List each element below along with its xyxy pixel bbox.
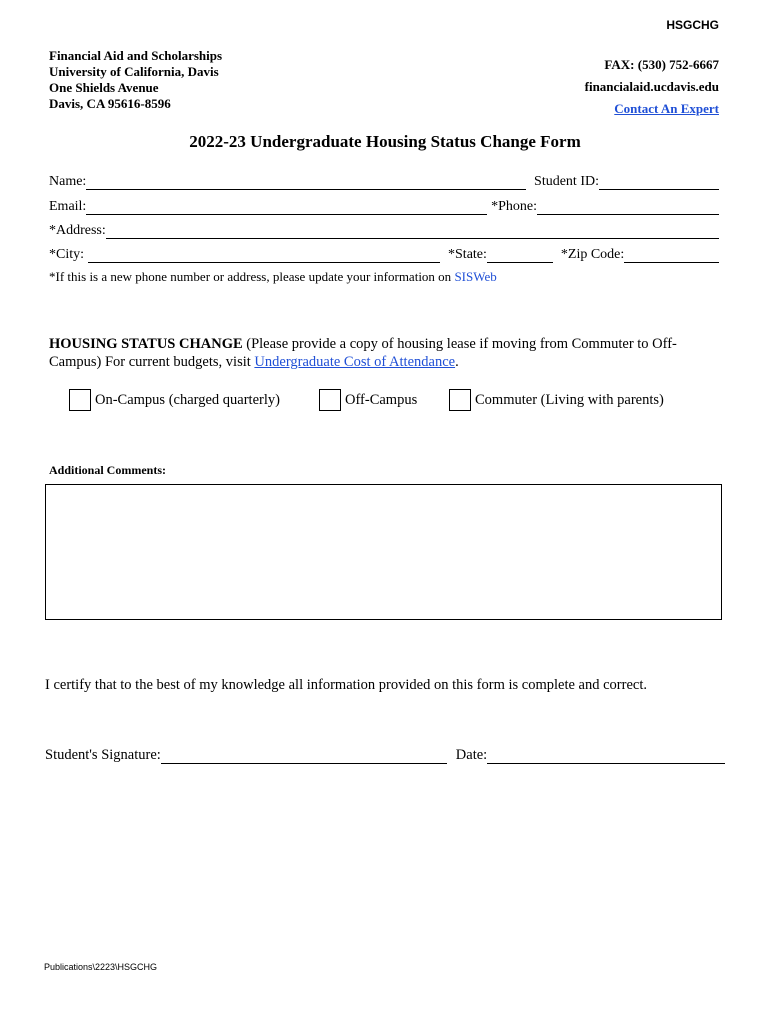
date-field[interactable] [487, 748, 725, 764]
contact-expert-link[interactable]: Contact An Expert [614, 101, 719, 116]
fax-number: FAX: (530) 752-6667 [604, 57, 719, 72]
address-label: *Address: [49, 223, 106, 238]
website: financialaid.ucdavis.edu [584, 79, 719, 94]
option-off-campus[interactable] [319, 389, 417, 411]
state-label: *State: [448, 247, 487, 262]
email-field[interactable] [86, 199, 487, 215]
student-id-field[interactable] [599, 174, 719, 190]
signature-field[interactable] [161, 748, 447, 764]
footer-path: Publications\2223\HSGCHG [44, 962, 158, 972]
comments-label: Additional Comments: [49, 463, 167, 477]
cost-of-attendance-link[interactable]: Undergraduate Cost of Attendance [254, 354, 456, 370]
zip-field[interactable] [624, 247, 719, 263]
email-label: Email: [49, 199, 87, 214]
form-code: HSGCHG [666, 18, 719, 32]
option-label: Commuter (Living with parents) [475, 391, 664, 408]
city-row [49, 247, 719, 263]
commuter-checkbox[interactable] [449, 389, 471, 411]
phone-field[interactable] [537, 199, 719, 215]
comments-box[interactable] [45, 484, 722, 620]
update-note [49, 269, 497, 285]
state-field[interactable] [487, 247, 553, 263]
option-label: On-Campus (charged quarterly) [95, 391, 280, 408]
option-label: Off-Campus [345, 391, 418, 408]
name-row [49, 174, 719, 190]
option-commuter[interactable] [449, 389, 664, 411]
option-on-campus[interactable] [69, 389, 280, 411]
city-label: *City: [49, 247, 85, 262]
signature-label: Student's Signature: [45, 747, 161, 763]
note-text: *If this is a new phone number or address, please update your information on [49, 269, 455, 284]
address-line: University of California, Davis [49, 64, 219, 79]
address-line: Financial Aid and Scholarships [49, 48, 223, 63]
address-line: One Shields Avenue [49, 80, 159, 95]
student-id-label: Student ID: [534, 174, 599, 189]
address-line: Davis, CA 95616-8596 [49, 96, 171, 111]
contact-info [585, 54, 719, 120]
certification-statement: I certify that to the best of my knowledge all information provided on this form is complete and correct. [45, 677, 647, 693]
office-address [49, 48, 222, 112]
sisweb-link[interactable]: SISWeb [454, 269, 497, 284]
zip-label: *Zip Code: [560, 247, 625, 262]
signature-row [45, 747, 725, 764]
address-field[interactable] [106, 223, 719, 239]
address-row [49, 223, 719, 239]
email-row [49, 199, 719, 215]
phone-label: *Phone: [491, 199, 537, 214]
city-field[interactable] [88, 247, 440, 263]
housing-instructions [49, 335, 719, 371]
page-title: 2022-23 Undergraduate Housing Status Change Form [189, 132, 581, 151]
housing-text: (Please provide a copy of housing lease if moving from Commuter to Off-Campus) For current budgets, visit [49, 336, 677, 370]
housing-heading: HOUSING STATUS CHANGE [49, 336, 243, 352]
on-campus-checkbox[interactable] [69, 389, 91, 411]
date-label: Date: [455, 747, 488, 763]
housing-end: . [455, 354, 459, 370]
off-campus-checkbox[interactable] [319, 389, 341, 411]
name-field[interactable] [86, 174, 526, 190]
name-label: Name: [49, 174, 87, 189]
